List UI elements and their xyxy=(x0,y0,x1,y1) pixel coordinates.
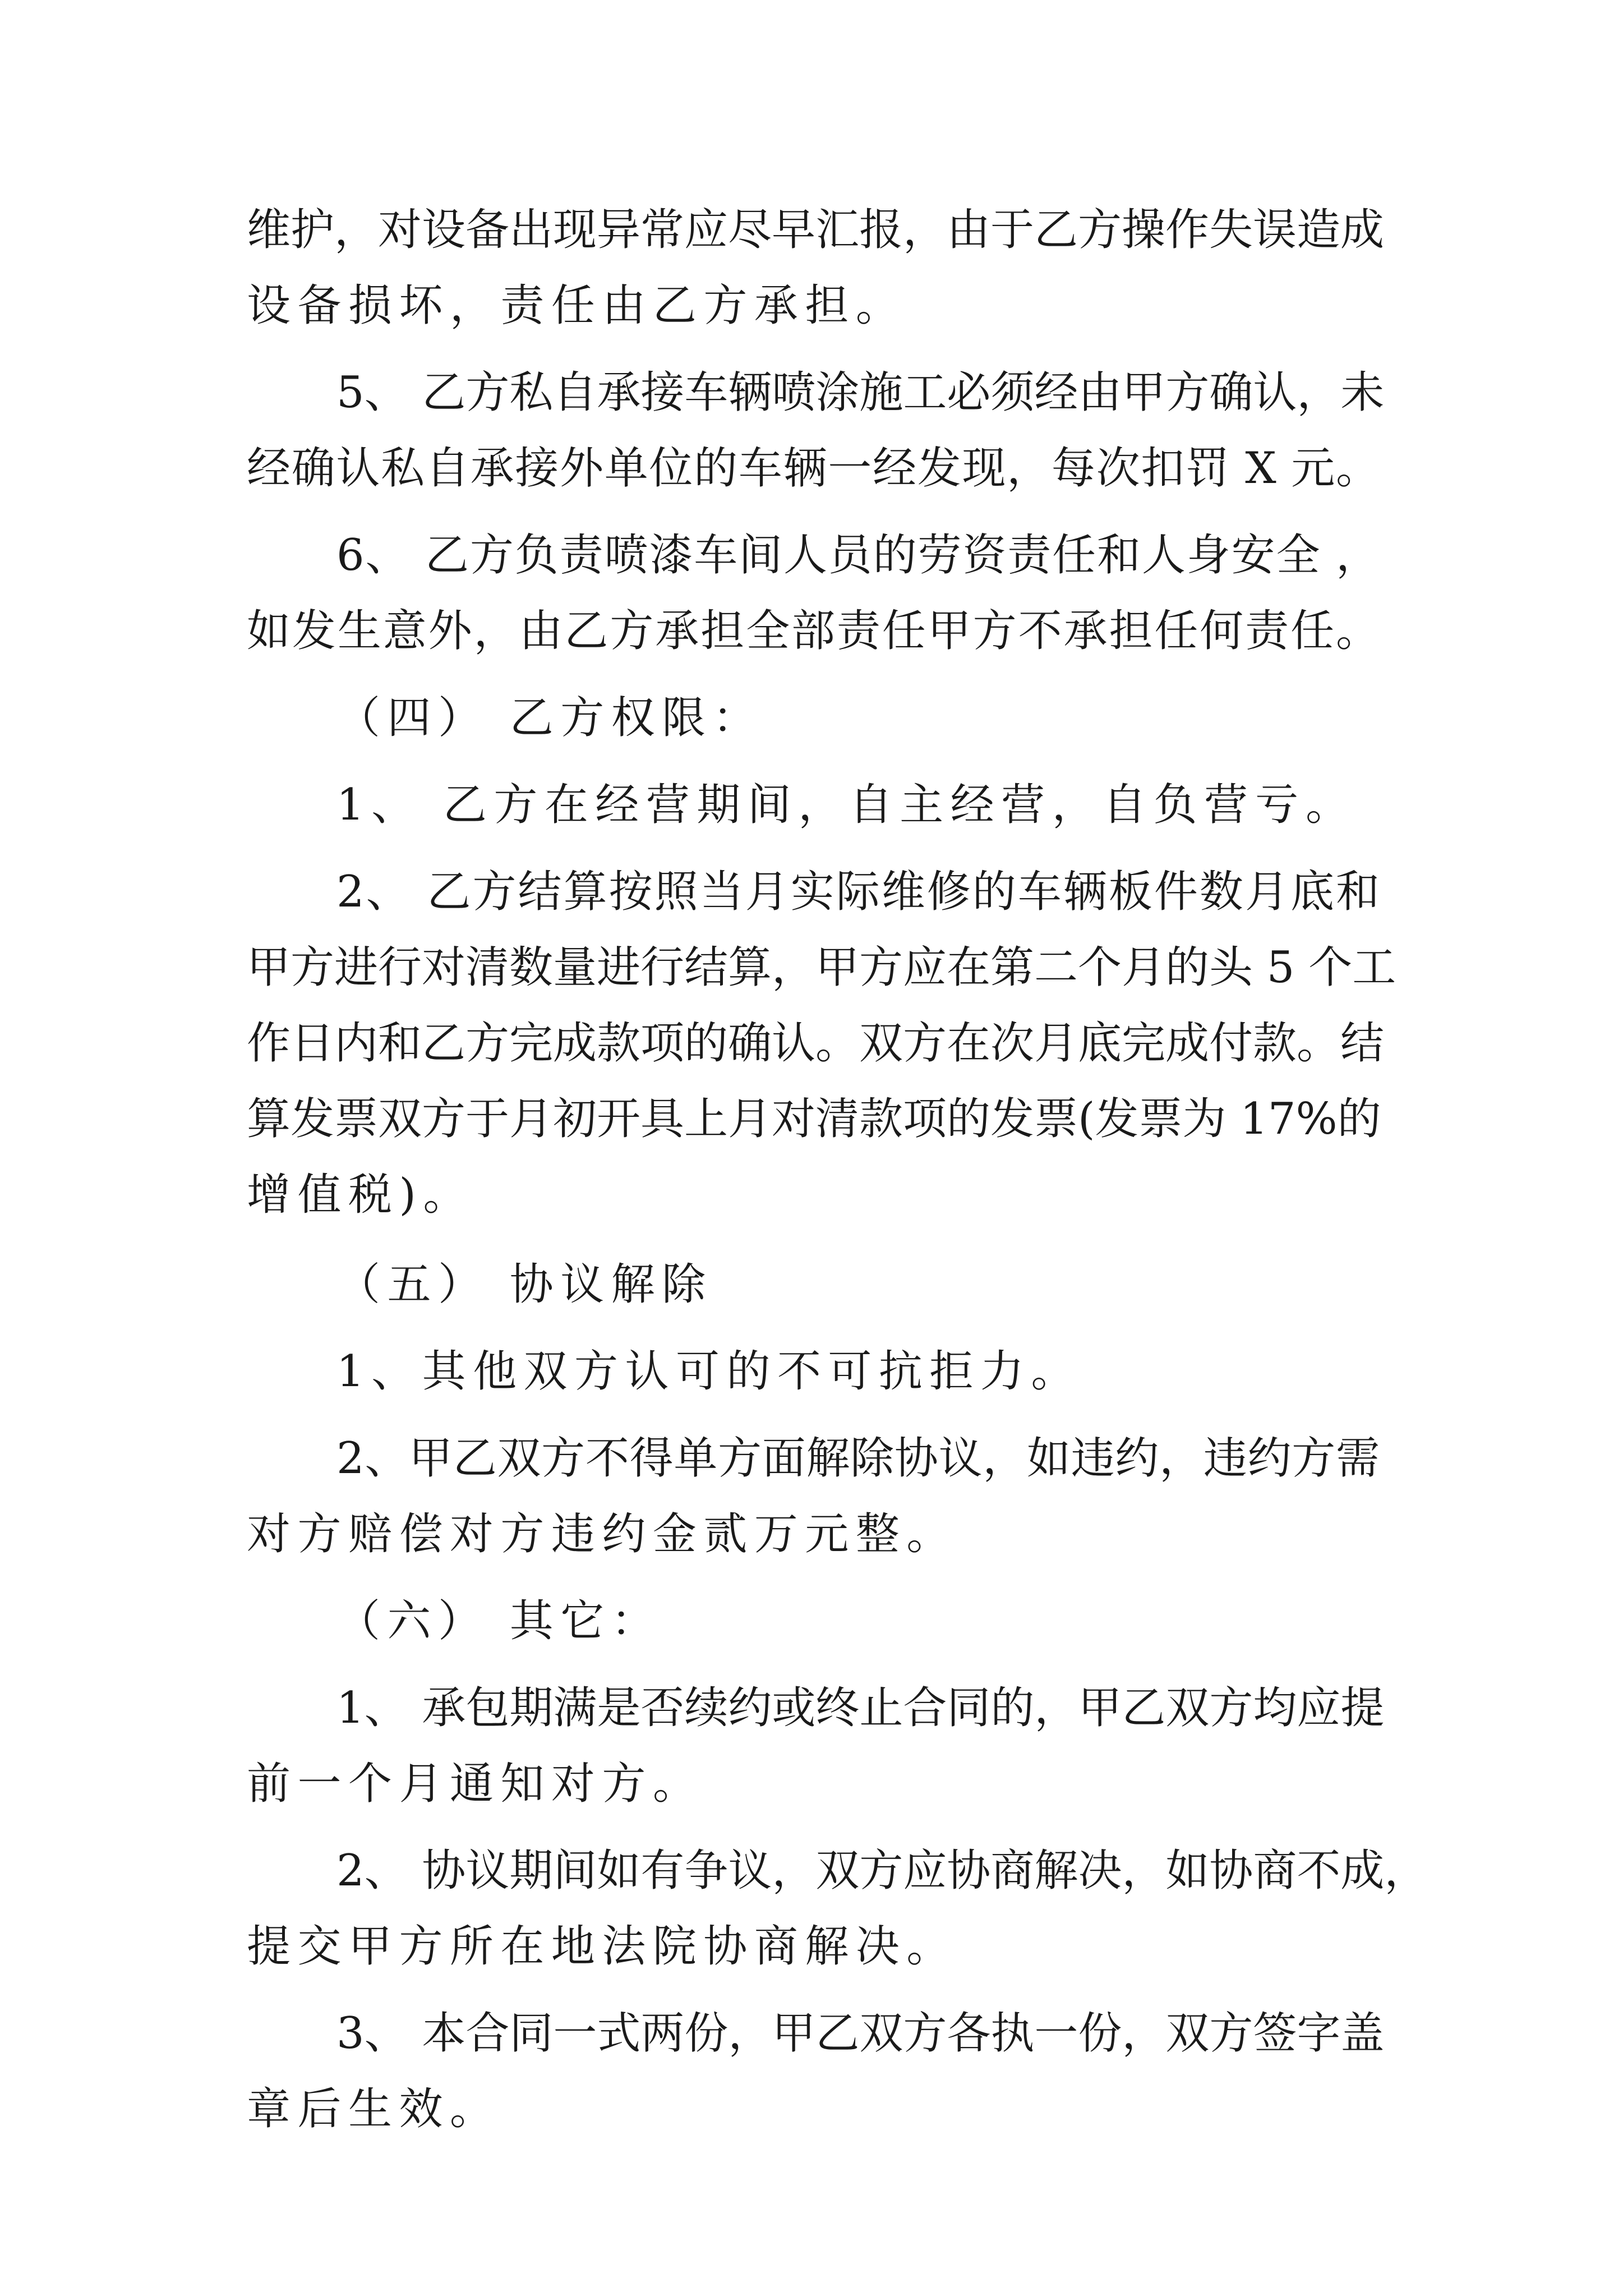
section-heading: （四） 乙方权限： xyxy=(336,693,764,743)
text-line: 1、其他双方认可的不可抗拒力。 xyxy=(336,1346,1082,1397)
text-line: 2、 乙方结算按照当月实际维修的车辆板件数月底和 xyxy=(336,867,1380,917)
text-line: 增值税)。 xyxy=(247,1170,474,1220)
section-heading: （五） 协议解除 xyxy=(336,1259,713,1310)
text-line: 对方赔偿对方违约金贰万元整。 xyxy=(247,1509,957,1559)
text-line: 前一个月通知对方。 xyxy=(247,1759,704,1809)
text-line: 2、甲乙双方不得单方面解除协议，如违约，违约方需 xyxy=(336,1433,1380,1484)
text-line: 提交甲方所在地法院协商解决。 xyxy=(247,1921,957,1972)
text-line: 1、 承包期满是否续约或终止合同的，甲乙双方均应提 xyxy=(336,1683,1385,1733)
text-line: 5、 乙方私自承接车辆喷涂施工必须经由甲方确认，未 xyxy=(336,367,1385,418)
text-line: 维护，对设备出现异常应尽早汇报，由于乙方操作失误造成 xyxy=(247,205,1385,255)
text-line: 1、 乙方在经营期间，自主经营，自负营亏。 xyxy=(336,780,1357,830)
text-line: 3、 本合同一式两份，甲乙双方各执一份，双方签字盖 xyxy=(336,2008,1385,2059)
text-line: 章后生效。 xyxy=(247,2084,501,2134)
text-line: 2、 协议期间如有争议，双方应协商解决，如协商不成， xyxy=(336,1846,1428,1896)
section-heading: （六） 其它： xyxy=(336,1596,662,1646)
text-line: 算发票双方于月初开具上月对清款项的发票(发票为 17%的 xyxy=(247,1094,1381,1144)
text-line: 经确认私自承接外单位的车辆一经发现，每次扣罚 X 元。 xyxy=(247,443,1380,494)
text-line: 甲方进行对清数量进行结算，甲方应在第二个月的头 5 个工 xyxy=(247,942,1396,993)
text-line: 设备损坏，责任由乙方承担。 xyxy=(247,280,907,331)
text-line: 如发生意外，由乙方承担全部责任甲方不承担任何责任。 xyxy=(247,606,1380,656)
text-line: 作日内和乙方完成款项的确认。双方在次月底完成付款。结 xyxy=(247,1018,1385,1069)
text-line: 6、 乙方负责喷漆车间人员的劳资责任和人身安全 ， xyxy=(336,530,1380,581)
